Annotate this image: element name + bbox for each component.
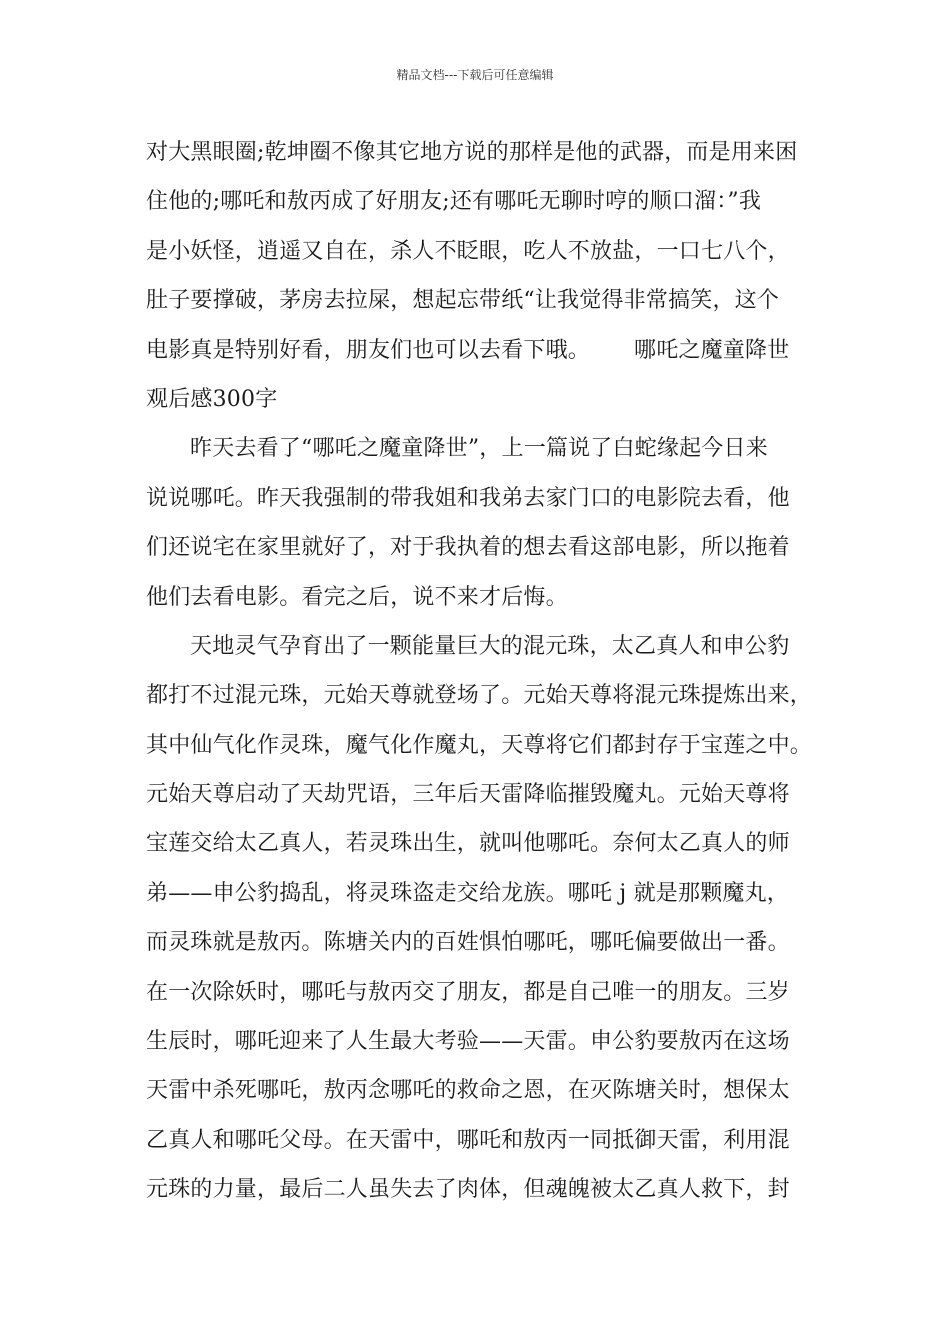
text-line: 他们去看电影。看完之后，说不来才后悔。 [146,584,568,610]
paragraph-start [146,424,826,473]
text-segment: 天地灵气孕育出了一颗能量巨大的混元珠，太乙真人和申公豹 [190,633,790,659]
text-line: 宝莲交给太乙真人，若灵珠出生，就叫他哪吒。奈何太乙真人的师 [146,831,790,857]
text-line: 元始天尊启动了天劫咒语，三年后天雷降临摧毁魔丸。元始天尊将 [146,782,790,808]
text-line-with-title [146,326,826,375]
text-line: 弟——申公豹捣乱，将灵珠盗走交给龙族。哪吒 j 就是那颗魔丸， [146,880,790,906]
text-line: 说说哪吒。昨天我强制的带我姐和我弟去家门口的电影院去看，他 [146,485,790,511]
text-line: 乙真人和哪吒父母。在天雷中，哪吒和敖丙一同抵御天雷，利用混 [146,1127,790,1153]
text-segment: 电影真是特别好看，朋友们也可以去看下哦。 [146,337,591,363]
text-line: 住他的;哪吒和敖丙成了好朋友;还有哪吒无聊时哼的顺口溜：”我 [146,189,762,215]
title-continuation: 观后感300字 [146,386,278,412]
text-line: 天雷中杀死哪吒，敖丙念哪吒的救命之恩，在灭陈塘关时，想保太 [146,1078,790,1104]
text-line: 肚子要撑破，茅房去拉屎，想起忘带纸“让我觉得非常搞笑，这个 [146,288,780,314]
page-header: 精品文档---下载后可任意编辑 [396,68,554,82]
text-line: 而灵珠就是敖丙。陈塘关内的百姓惧怕哪吒，哪吒偏要做出一番。 [146,930,790,956]
text-line: 元珠的力量，最后二人虽失去了肉体，但魂魄被太乙真人救下，封 [146,1177,790,1203]
text-line: 生辰时，哪吒迎来了人生最大考验——天雷。申公豹要敖丙在这场 [146,1029,790,1055]
text-line: 在一次除妖时，哪吒与敖丙交了朋友，都是自己唯一的朋友。三岁 [146,979,790,1005]
text-line: 都打不过混元珠，元始天尊就登场了。元始天尊将混元珠提炼出来， [146,683,813,709]
text-line: 其中仙气化作灵珠，魔气化作魔丸，天尊将它们都封存于宝莲之中。 [146,732,813,758]
paragraph-start [146,622,826,671]
text-line: 是小妖怪，逍遥又自在，杀人不眨眼，吃人不放盐，一口七八个， [146,238,790,264]
inline-title: 哪吒之魔童降世 [634,337,790,363]
text-line: 对大黑眼圈;乾坤圈不像其它地方说的那样是他的武器，而是用来困 [146,140,798,165]
text-line: 们还说宅在家里就好了，对于我执着的想去看这部电影，所以拖着 [146,535,790,561]
document-body [146,128,826,1215]
text-segment: 昨天去看了“哪吒之魔童降世”，上一篇说了白蛇缘起今日来 [190,436,768,462]
